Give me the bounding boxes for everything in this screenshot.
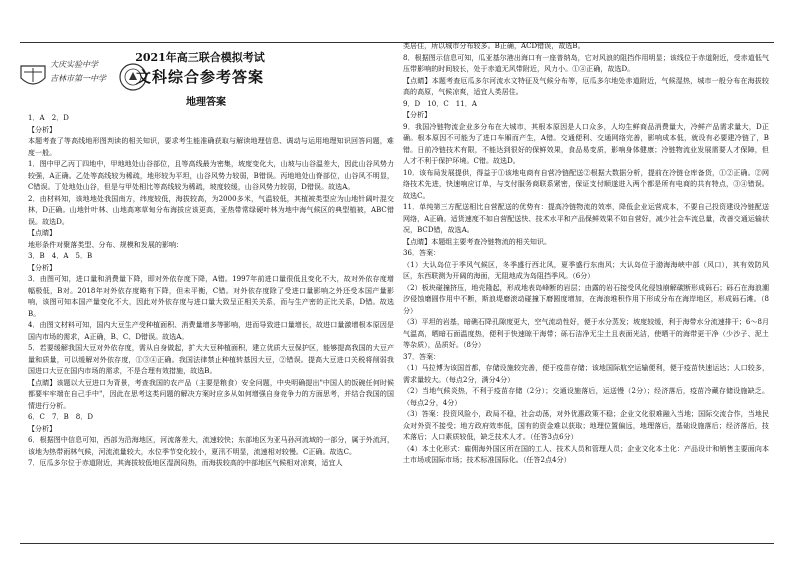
analysis-heading: 【分析】 [28, 125, 57, 134]
left-column [28, 113, 394, 470]
footer-rule [20, 543, 774, 544]
paragraph: 9．我国冷链物流企业多分布在大城市，其根本原因是人口众多，人均生鲜商品消费量大，冷鲜产品需求量大，D正确。根本原因不可能为了进口车厢而产生，A错。交通便利、交通网络完善，影响成本低，就设有必要建冷链了，B错。日前冷链技术有限，不能达到很好的保鲜效果，食品易变质，影响身体健康；冷链物流业发展需要人才保障，但人才不利于保护环境。C错。故选D。 [403, 122, 769, 165]
analysis-heading: 【分析】 [403, 111, 432, 119]
paragraph: （3）平坦的岩基，暗礁石降孔隙度更大，空气流动性好，便于水分蒸发；坡度较缓，利于海带水分流速排干；6～8月气温高，晒暗石面温度热，便利于快速晾干海带；砾石洁净无尘土且表面光洁，使晒干的海带更干净（少沙子、泥土等杂质），品质好。（8分） [403, 318, 770, 349]
analysis-heading: 【分析】 [28, 263, 57, 272]
answer-line: 3．B 4．A 5．B [28, 252, 93, 260]
paragraph: （2）当地气候炎热，不利于疫苗存储（2分）；交通设施落后，运送慢（2分）；经济落后，疫苗冷藏存储设施缺乏。（每点2分，4分） [403, 387, 769, 407]
tip-heading: 【点睛】 [28, 229, 57, 237]
paragraph: （1）大认岛位于季风气候区，冬季盛行西北风，夏季盛行东南风；大认岛位于渤海海峡中部（风口），其有效防风区，东西联测为开阔的海面，无阻地成为岛阻挡季风。（6分） [403, 260, 769, 280]
paragraph: 5．若要缓解我国大豆对外依存度，需从自身做起，扩大大豆种植面积，建立优质大豆保护区，能够提高我国的大豆产量和质量，可以缓解对外依存度，①③④正确。我国法律禁止种植转基因大豆，②错误。提高大豆进口关税将削弱我国进口大豆在国内市场的需求，不是合理有效措施，故选B。 [28, 344, 394, 375]
paragraph: 【点睛】该题以大豆进口为背景，考查我国的农产品（主要是粮食）安全问题，中央明确提出"中国人的饭碗任何时候都要牢牢端在自己手中"，因此在思考这类问题的解决方案时应多从如何增强自身竞争力的方面思考，并结合我国的国情进行分析。 [28, 378, 394, 410]
school-name-2: 吉林市第一中学 [50, 74, 106, 83]
paragraph: 类居住，所以城市分布较多。B正确，ACD错误，故选B。 [403, 42, 585, 50]
paragraph: （2）板块碰撞挤压，地壳隆起，形成地表岛峰断的岩层；由露的岩石接受风化侵蚀崩解碳断形成砾石；砾石在海浪潮汐侵蚀磨圆作用中不断，斯浪堤磨滚动碰撞下磨圆度增加，在海浪堆积作用下形成分布在海岸地区，形成砾石滩。（8分） [403, 283, 769, 315]
right-column [403, 41, 769, 467]
paragraph: 3．由图可知，进口量和消费量下降，即对外依存度下降，A错。1997年前进口量很低且变化不大，故对外依存度增幅极低，B对。2018年对外依存度略有下降，但未平衡，C错。对外依存度除了受进口量影响之外还受本国产量影响，该图可知本国产量变化不大，因此对外依存度与进口量大致呈正相关关系，而与生产密的正比关系，D错。故选B。 [28, 275, 394, 318]
paragraph: 11．单纯第三方配送相比自营配送的优势有：提高冷链物流的效率，降低企业运营成本，不要自己投资建设冷链配送网络，A正确。适货速度不如自营配送快、技术水平和产品保鲜效果不如自营好，减少社会车流总量，改善交通运输状况，BCD错，故选A。 [403, 203, 769, 234]
exam-title: 2021年高三联合模拟考试 [135, 51, 265, 64]
doc-title: 文科综合参考答案 [135, 68, 264, 86]
paragraph: （4）本土化形式：雇佣海外国区所在国的工人、技术人员和管理人员；企业文化本土化：产品设计和销售主要面向本土市场或国际市场；技术标准国际化。（任答2点4分） [403, 444, 769, 464]
section-title: 地理答案 [186, 97, 226, 108]
answer-line: 6．C 7．B 8．D [28, 413, 94, 421]
analysis-heading: 【分析】 [28, 424, 57, 433]
tip-paragraph: 【点睛】本题考查厄瓜多尔河流水文特征及气候分布等，厄瓜多尔地处赤道附近，气候湿热，城市一般分布在海拔较高的高原，气候凉爽，适宜人类居住。 [403, 76, 769, 96]
answer-line: 9．D 10．C 11．A [403, 99, 477, 108]
paragraph: （1）马拉博为该国首都，存储设施较完善，便于疫苗存储；该地国际航空运输便利，便于疫苗快速运达；人口较多，需求量较大。（每点2分，满分4分） [403, 364, 769, 384]
paragraph: 本题考查了等高线地形图判读的相关知识，要求考生能准确获取与解读地理信息、调动与运用地理知识回答问题，难度一般。 [28, 137, 394, 157]
answer-line: 1．A 2．D [28, 114, 69, 122]
paragraph: 4．由图文材料可知，国内大豆生产受种植面积、消费量增多等影响，进而导致进口量增长，故进口量激增根本原因是国内市场的需求，A正确，B、C、D错误。故选A。 [28, 321, 394, 341]
paragraph: 1．图中甲乙丙丁四地中，甲地地处山谷部位，且等高线最为密集，坡度变化大，山坡与山谷温差大，因此山谷风势力较强，A正确。乙处等高线较为稀疏，地形较为平坦，山谷风势力较弱，B错误。丙地地处山脊部位，山谷风不明显，C错误。丁处地处山谷，但是与甲处相比等高线较为稀疏，坡度较缓，山谷风势力较弱，D错误。故选A。 [28, 160, 394, 191]
paragraph: 10．该布局发展提供，得益于①该地电商有自营冷链配送②根据大数据分析，提前在冷链仓库备货，①②正确。②网络技术先进，快速响应订单，与支付服务商联系紧密，保证支付顺遂进入两个都是所有电商的共有特点，③④错误。故选C。 [403, 168, 769, 200]
paragraph: 8．根据图示信息可知，瓜亚基尔港出海口有一座普纳岛，它对风浪的阻挡作用明显；该线位于赤道附近，受赤道低气压带影响的时间较长，处于赤道无风带附近，风力小。①④正确，故选D。 [403, 53, 769, 73]
paragraph: 2．由材料知，该地地处我国南方，纬度较低，海拔较高，为2000多米，气温较低，其植被类型应为山地针阔叶混交林，D正确。山地针叶林、山地高寒草甸分布海拔应该更高，亚热带常绿硬叶林为地中海气候区的典型植被，ABC错误。故选D。 [28, 194, 394, 226]
paragraph: 地形条件对聚落类型、分布、规模和发展的影响： [28, 240, 184, 249]
paragraph: 7．厄瓜多尔位于赤道附近，其海拔较低地区湿润闷热，而海拔较高的中部地区气候相对凉爽，适宜人 [28, 459, 343, 467]
tip-paragraph: 【点睛】本题组主要考查冷链物流的相关知识。 [403, 237, 552, 246]
title-block [0, 50, 400, 88]
paragraph: 6．根据图中信息可知，西部为沿海地区，河流落差大，流速较快；东部地区为亚马孙河流域的一部分，属于外流河，该地为热带雨林气候，河流流量较大，水位季节变化较小，夏汛不明显，流速相对较慢。C正确。故选C。 [28, 436, 394, 456]
paragraph: （3）答案：投资风险小，政局不稳，社会动荡，对外优惠政策不稳；企业文化很难融入当地；国际交流合作，当地民众对外资不接受；地方政府效率低，国有的资金难以获取；地理位置偏远，地理落后，基础设施落后；经济落后，技术落后；人口素质较低，缺乏技术人才。（任答3点6分） [403, 410, 769, 441]
answer-heading: 36．答案： [403, 249, 441, 257]
answer-heading: 37．答案： [403, 352, 441, 361]
school-name-1: 大庆实验中学 [50, 60, 98, 69]
